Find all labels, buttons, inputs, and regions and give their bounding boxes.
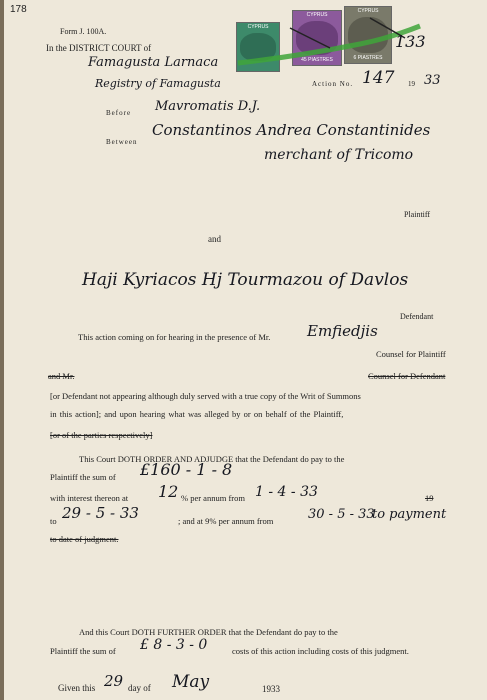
stamp-note: 133 [395, 32, 426, 51]
counsel-defendant-struck: Counsel for Defendant [368, 371, 446, 381]
interest-rate: 12 [158, 482, 179, 501]
paragraph-line-1: [or Defendant not appearing although duly served with a true copy of the Writ of Summons [50, 391, 361, 401]
judgment-date-struck: to date of judgment. [50, 534, 119, 544]
year-tail-struck: 19 [425, 493, 434, 503]
plaintiff-description: merchant of Tricomo [264, 147, 414, 163]
costs-sum: £ 8 - 3 - 0 [140, 637, 208, 653]
costs-text: costs of this action including costs of this judgment. [232, 646, 409, 656]
court-name: Famagusta Larnaca [88, 55, 219, 70]
action-year: 33 [424, 73, 441, 88]
revenue-stamp-green: CYPRUS [236, 22, 280, 72]
given-year: 1933 [262, 684, 280, 694]
judge-name: Mavromatis D.J. [155, 99, 261, 114]
revenue-stamp-purple: CYPRUS 45 PIASTRES [292, 10, 342, 66]
registry-name: Registry of Famagusta [95, 77, 221, 90]
plaintiff-label: Plaintiff [404, 210, 431, 219]
and-label: and [208, 234, 221, 244]
to-payment-text: to payment [372, 507, 447, 522]
given-this: Given this [58, 683, 96, 693]
action-number: 147 [362, 68, 395, 88]
court-label: In the DISTRICT COURT of [46, 43, 152, 53]
and-at-rate-text: ; and at 9% per annum from [178, 516, 274, 526]
plaintiff-name: Constantinos Andrea Constantinides [152, 121, 431, 139]
before-label: Before [106, 109, 132, 117]
action-label: Action No. [312, 80, 354, 88]
revenue-stamp-grey: CYPRUS 6 PIASTRES [344, 6, 392, 64]
to-label: to [50, 516, 57, 526]
hearing-text: This action coming on for hearing in the presence of Mr. [78, 332, 271, 342]
and-mr-struck: and Mr. [48, 371, 75, 381]
paragraph-line-3-struck: [or of the parties respectively] [50, 430, 153, 440]
order-line-2: Plaintiff the sum of [50, 472, 116, 482]
given-day: 29 [104, 672, 124, 690]
day-of: day of [128, 683, 151, 693]
form-number: Form J. 100A. [60, 27, 107, 36]
interest-mid: % per annum from [181, 493, 245, 503]
paragraph-line-2: in this action]; and upon hearing what was alleged by or on behalf of the Plaintiff, [50, 409, 344, 419]
judgment-sum: £160 - 1 - 8 [140, 460, 233, 479]
between-label: Between [106, 138, 138, 146]
second-from-date: 30 - 5 - 33 [308, 507, 375, 522]
further-order-line-1: And this Court DOTH FURTHER ORDER that the Defendant do pay to the [79, 627, 338, 637]
interest-prefix: with interest thereon at [50, 493, 129, 503]
counsel-name: Emfiedjis [307, 322, 378, 340]
further-order-line-2: Plaintiff the sum of [50, 646, 116, 656]
given-month: May [172, 672, 210, 692]
page-number: 178 [10, 4, 27, 15]
order-line-1: This Court DOTH ORDER AND ADJUDGE that the Defendant do pay to the [79, 454, 345, 464]
defendant-label: Defendant [400, 312, 434, 321]
year-label: 19 [408, 80, 415, 88]
binding-edge [0, 0, 4, 700]
defendant-name: Haji Kyriacos Hj Tourmazou of Davlos [82, 270, 409, 290]
interest-to-date: 29 - 5 - 33 [62, 504, 139, 522]
interest-from-date: 1 - 4 - 33 [255, 484, 318, 500]
counsel-plaintiff-label: Counsel for Plaintiff [376, 349, 446, 359]
